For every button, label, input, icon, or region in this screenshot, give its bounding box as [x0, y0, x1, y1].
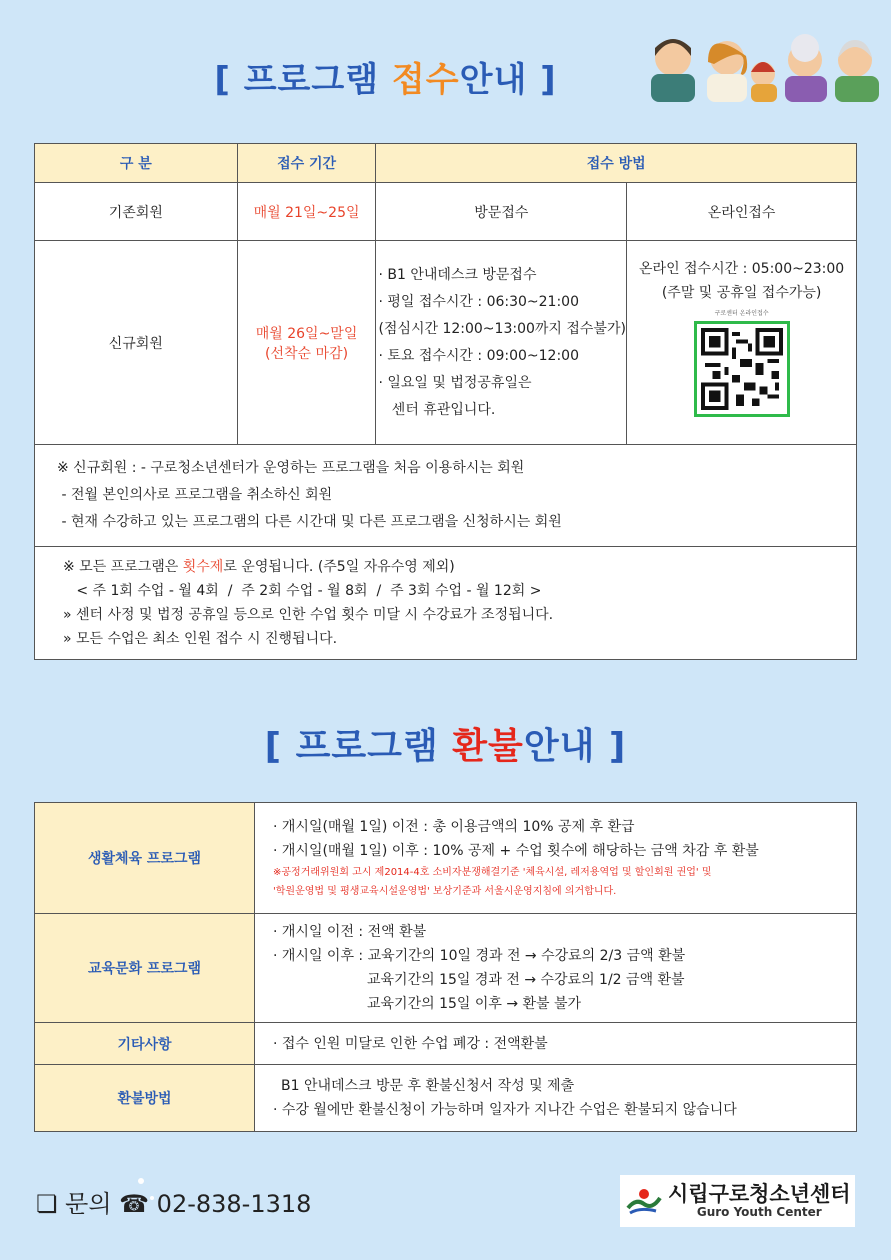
etc-info: · 접수 인원 미달로 인한 수업 폐강 : 전액환불 [255, 1023, 857, 1065]
visit-method: 방문접수 [376, 183, 627, 241]
new-member-note: ※ 신규회원 : - 구로청소년센터가 운영하는 프로그램을 처음 이용하시는 회원 - 전월 본인의사로 프로그램을 취소하신 회원 - 현재 수강하고 있는 프로그램의 다른 시간대 및 다른 프로그램을 신청하시는 회원 [35, 445, 857, 547]
phone-number[interactable]: 02-838-1318 [156, 1190, 312, 1218]
refund-title: [ 프로그램 환불안내 ] [264, 726, 627, 767]
existing-member-period: 매월 21일~25일 [237, 183, 376, 241]
sports-program-label: 생활체육 프로그램 [35, 803, 255, 914]
center-logo: 시립구로청소년센터 Guro Youth Center [620, 1175, 855, 1227]
logo-icon [626, 1186, 662, 1216]
etc-label: 기타사항 [35, 1023, 255, 1065]
visit-info: · B1 안내데스크 방문접수 · 평일 접수시간 : 06:30~21:00 (점심시간 12:00~13:00까지 접수불가) · 토요 접수시간 : 09:00~12:00 · 일요일 및 법정공휴일은 센터 휴관입니다. [376, 241, 627, 445]
registration-table [34, 143, 857, 660]
header-period: 접수 기간 [237, 144, 376, 183]
online-method: 온라인접수 [627, 183, 857, 241]
sports-program-info: · 개시일(매월 1일) 이전 : 총 이용금액의 10% 공제 후 환급 · 개시일(매월 1일) 이후 : 10% 공제 + 수업 횟수에 해당하는 금액 차감 후 환불 ※공정거래위원회 고시 제2014-4호 소비자분쟁해결기준 '체육시설, 레저용역업 및 할인회원 권업' 및 '학원운영법 및 평생교육시설운영법' 보상기준과 서울시운영지침에 의거합니다. [255, 803, 857, 914]
header-method: 접수 방법 [376, 144, 857, 183]
culture-program-label: 교육문화 프로그램 [35, 914, 255, 1023]
refund-method-info: B1 안내데스크 방문 후 환불신청서 작성 및 제출 · 수강 월에만 환불신청이 가능하며 일자가 지나간 수업은 환불되지 않습니다 [255, 1065, 857, 1132]
culture-program-info: · 개시일 이전 : 전액 환불 · 개시일 이후 : 교육기간의 10일 경과 전 → 수강료의 2/3 금액 환불 교육기간의 15일 경과 전 → 수강료의 1/2 금액 환불 교육기간의 15일 이후 → 환불 불가 [255, 914, 857, 1023]
header-category: 구 분 [35, 144, 238, 183]
refund-method-label: 환불방법 [35, 1065, 255, 1132]
contact-info: ❏ 문의 ☎ 02-838-1318 [36, 1190, 312, 1218]
program-note: ※ 모든 프로그램은 횟수제로 운영됩니다. (주5일 자유수영 제외) < 주 1회 수업 - 월 4회 / 주 2회 수업 - 월 8회 / 주 3회 수업 - 월 12회 > » 센터 사정 및 법정 공휴일 등으로 인한 수업 횟수 미달 시 수강료가 조정됩니다. » 모든 수업은 최소 인원 접수 시 진행됩니다. [35, 547, 857, 660]
registration-title: [ 프로그램 접수안내 ] [214, 60, 557, 100]
new-member-label: 신규회원 [35, 241, 238, 445]
qr-code[interactable] [694, 321, 790, 417]
online-info: 온라인 접수시간 : 05:00~23:00 (주말 및 공휴일 접수가능) 구로센터 온라인접수 [627, 241, 857, 445]
existing-member-label: 기존회원 [35, 183, 238, 241]
refund-table [34, 802, 857, 1132]
new-member-period: 매월 26일~말일 (선착순 마감) [237, 241, 376, 445]
